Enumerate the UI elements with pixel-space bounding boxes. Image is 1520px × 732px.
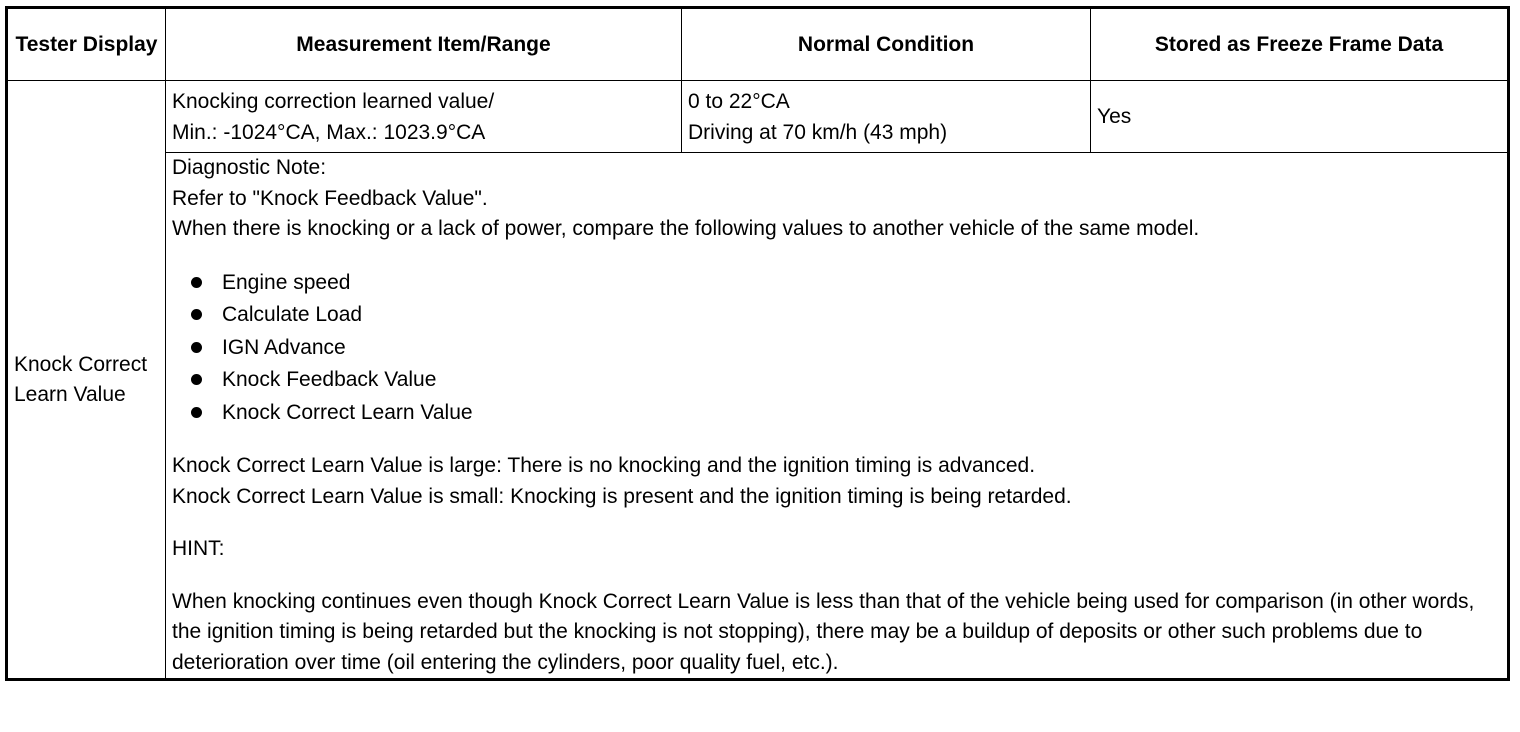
note-small: Knock Correct Learn Value is small: Knocking is present and the ignition timing is being retarded. bbox=[172, 484, 1072, 508]
header-freeze-frame: Stored as Freeze Frame Data bbox=[1091, 8, 1509, 81]
list-item: Calculate Load bbox=[186, 299, 1501, 332]
normal-line-1: 0 to 22°CA bbox=[688, 89, 790, 113]
diagnostic-note-row bbox=[7, 153, 1509, 680]
diagnostic-note-cell bbox=[166, 153, 1509, 680]
measurement-line-1: Knocking correction learned value/ bbox=[172, 89, 495, 113]
list-item: Knock Correct Learn Value bbox=[186, 397, 1501, 430]
header-measurement-item: Measurement Item/Range bbox=[166, 8, 682, 81]
compare-values-list bbox=[186, 267, 1501, 430]
data-list-table bbox=[5, 6, 1510, 681]
note-title: Diagnostic Note: bbox=[172, 156, 327, 179]
list-item: IGN Advance bbox=[186, 332, 1501, 365]
hint-label: HINT: bbox=[172, 537, 225, 560]
note-refer: Refer to "Knock Feedback Value". bbox=[172, 186, 488, 210]
header-tester-display: Tester Display bbox=[7, 8, 166, 81]
list-item: Knock Feedback Value bbox=[186, 364, 1501, 397]
tester-display-cell bbox=[7, 81, 166, 680]
measurement-line-2: Min.: -1024°CA, Max.: 1023.9°CA bbox=[172, 120, 486, 144]
measurement-cell bbox=[166, 81, 682, 153]
normal-line-2: Driving at 70 km/h (43 mph) bbox=[688, 120, 948, 144]
hint-text: When knocking continues even though Knock Correct Learn Value is less than that of the vehicle being used for comparison (in other words, the ignition timing is being retarded but the knocking is not stopping), there may be a buildup of deposits or other such problems due to deterioration over time (oil entering the cylinders, poor quality fuel, etc.). bbox=[172, 589, 1475, 674]
tester-display-value: Knock Correct Learn Value bbox=[14, 352, 148, 406]
table-row bbox=[7, 81, 1509, 153]
normal-condition-cell bbox=[682, 81, 1091, 153]
note-large: Knock Correct Learn Value is large: There is no knocking and the ignition timing is advanced. bbox=[172, 454, 1036, 477]
header-row bbox=[7, 8, 1509, 81]
list-item: Engine speed bbox=[186, 267, 1501, 300]
freeze-frame-cell: Yes bbox=[1091, 81, 1509, 153]
note-compare: When there is knocking or a lack of power, compare the following values to another vehicle of the same model. bbox=[172, 217, 1200, 240]
header-normal-condition: Normal Condition bbox=[682, 8, 1091, 81]
